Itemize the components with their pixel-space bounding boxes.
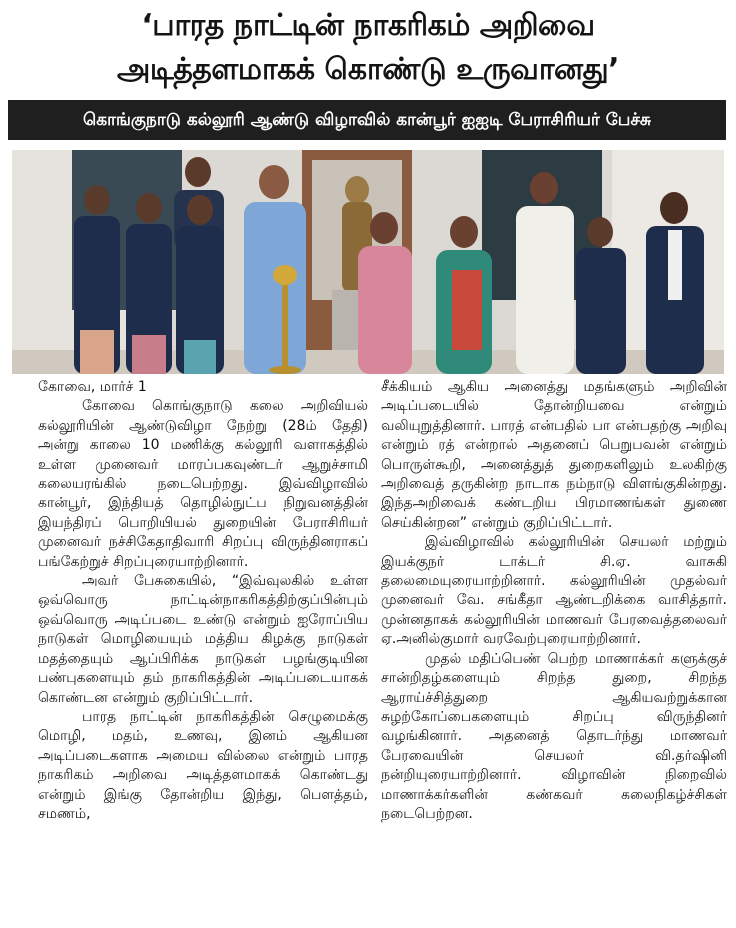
paragraph: பாரத நாட்டின் நாகரிகத்தின் செழுமைக்கு மொழி, மதம், உணவு, இனம் ஆகியன அடிப்படைகளாக அமைய வில்லை என்றும் பாரத நாகரிகம் அறிவை அடித்தளமாகக் கொண்டது என்றும் இங்கு தோன்றிய இந்து, பௌத்தம், சமணம், [38,708,368,822]
paragraph: இவ்விழாவில் கல்லூரியின் செயலர் மற்றும் இயக்குநர் டாக்டர் சி.ஏ. வாசுகி தலைமையுரையாற்றினார். கல்லூரியின் முதல்வர் முனைவர் வே. சங்கீதா ஆண்டறிக்கை வாசித்தார். முன்னதாகக் கல்லூரியின் மாணவர் பேரவைத்தலைவர் ஏ.அனில்குமார் வரவேற்புரையாற்றினார். [381,534,727,648]
headline [10,4,726,96]
group-photo-icon [12,150,724,374]
headline-line-2: அடித்தளமாகக் கொண்டு உருவானது’ [116,52,620,87]
dateline: கோவை, மார்ச் 1 [38,379,147,395]
paragraph: அவர் பேசுகையில், “இவ்வுலகில் உள்ள ஒவ்வொரு நாட்டின்நாகரிகத்திற்குப்பின்பும் ஒவ்வொரு அடிப்படை உண்டு என்றும் ஐரோப்பிய நாடுகள் மொழியையும் மத்திய கிழக்கு நாடுகள் மதத்தையும் ஆப்பிரிக்க நாடுகள் பழங்குடியின பண்புகளையும் தம் நாகரிகத்தின் அடிப்படையாகக் கொண்டன என்றும் குறிப்பிட்டார். [38,573,368,706]
paragraph: சீக்கியம் ஆகிய அனைத்து மதங்களும் அறிவின் அடிப்படையில் தோன்றியவை என்றும் வலியுறுத்தினார். பாரத் என்பதில் பா என்பதற்கு அறிவு என்றும் ரத் என்றால் அதனைப் பெறுபவன் என்றும் பொருள்கூறி, அனைத்துத் துறைகளிலும் உலகிற்கு அறிவைத் தருகின்ற நாடாக நம்நாடு விளங்குகின்றது. இந்தஅறிவைக் கண்டறிய பிரமாணங்கள் துணை செய்கின்றன” என்றும் குறிப்பிட்டார். [381,379,727,531]
paragraph: முதல் மதிப்பெண் பெற்ற மாணாக்கர் களுக்குச் சான்றிதழ்களையும் சிறந்த துறை, சிறந்த ஆராய்ச்சித்துறை ஆகியவற்றுக்கான சுழற்கோப்பைகளையும் சிறப்பு விருந்தினர் வழங்கினார். அதனைத் தொடர்ந்து மாணவர் பேரவையின் செயலர் வி.தர்ஷினி நன்றியுரையாற்றினார். விழாவின் நிறைவில் மாணாக்கர்களின் கண்கவர் கலைநிகழ்ச்சிகள் நடைபெற்றன. [381,650,727,822]
paragraph: கோவை கொங்குநாடு கலை அறிவியல் கல்லூரியின் ஆண்டுவிழா நேற்று (28ம் தேதி) அன்று காலை 10 மணிக்கு கல்லூரி வளாகத்தில் உள்ள முனைவர் மாரப்பகவுண்டர் ஆறுச்சாமி கலையரங்கில் நடைபெற்றது. இவ்விழாவில் கான்பூர், இந்தியத் தொழில்நுட்ப நிறுவனத்தின் இயந்திரப் பொறியியல் துறையின் பேராசிரியர் முனைவர் நச்சிகேதாதிவாரி சிறப்பு விருந்தினராகப் பங்கேற்றுச் சிறப்புரையாற்றினார். [38,398,368,570]
article-column-2 [381,378,727,824]
group-photo [12,150,724,374]
headline-line-1: ‘பாரத நாட்டின் நாகரிகம் அறிவை [141,8,595,43]
subheadline-bar: கொங்குநாடு கல்லூரி ஆண்டு விழாவில் கான்பூர் ஐஐடி பேராசிரியர் பேச்சு [8,100,726,140]
article-column-1 [38,378,368,824]
